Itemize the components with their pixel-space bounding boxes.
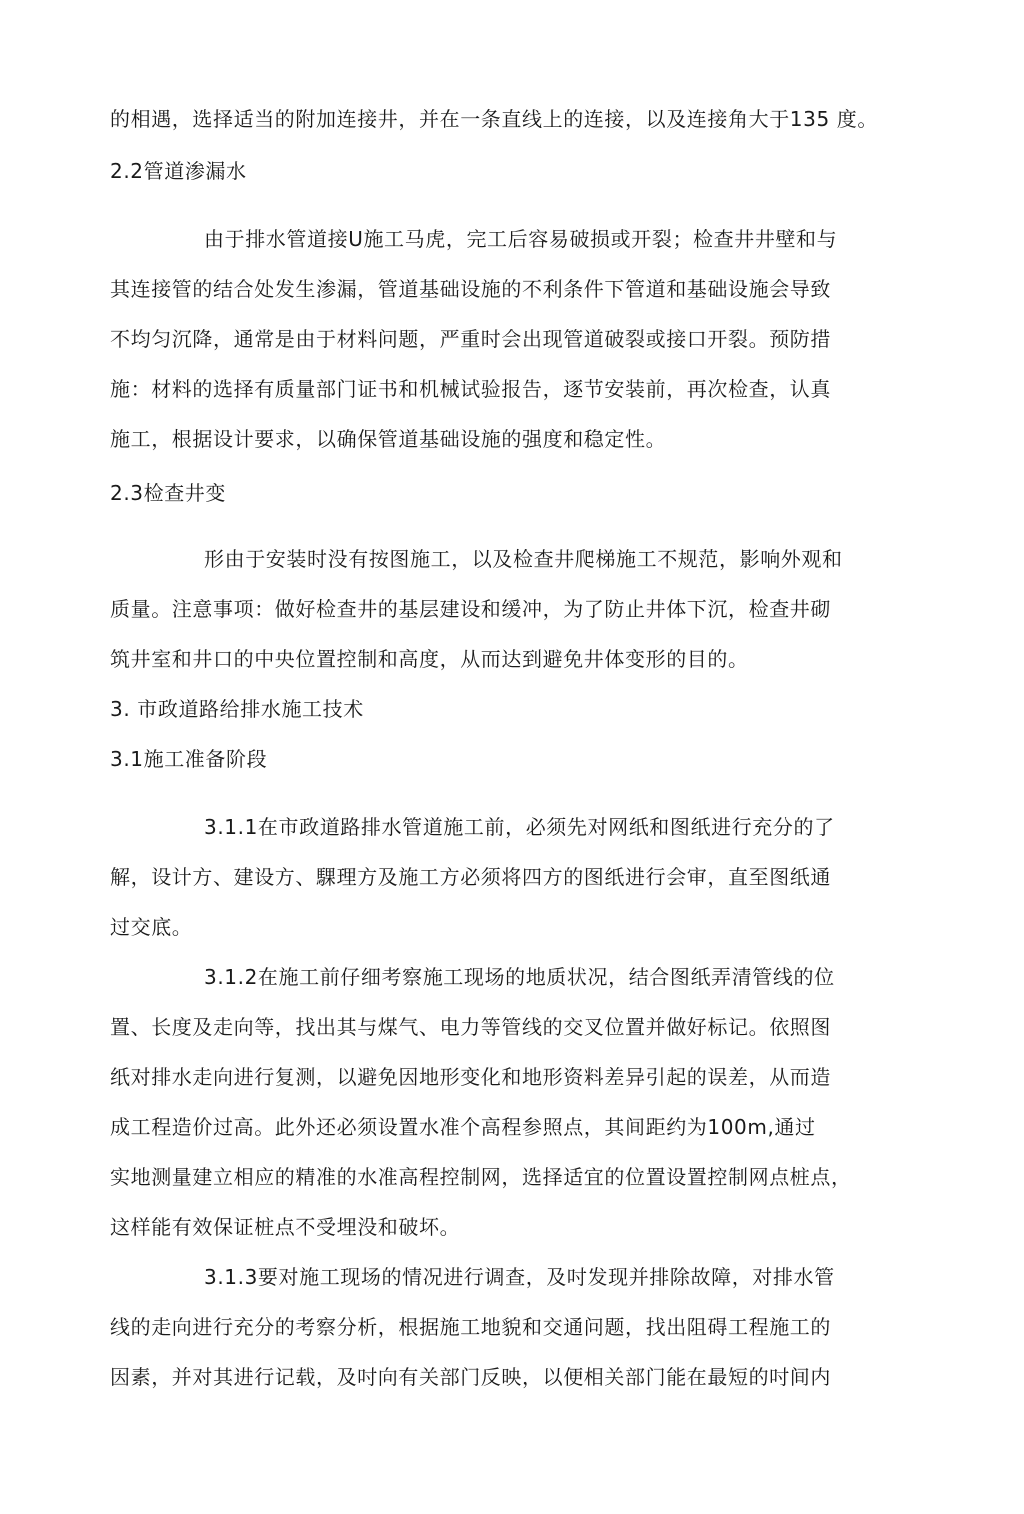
paragraph-line: 过交底。	[110, 915, 193, 939]
paragraph-line: 纸对排水走向进行复测，以避免因地形变化和地形资料差异引起的误差，从而造	[110, 1065, 831, 1089]
paragraph-line: 3.1.2在施工前仔细考察施工现场的地质状况，结合图纸弄清管线的位	[204, 965, 835, 989]
section-heading: 3.1施工准备阶段	[110, 747, 268, 771]
paragraph-line: 解，设计方、建设方、騍理方及施工方必须将四方的图纸进行会审，直至图纸通	[110, 865, 831, 889]
paragraph-line: 筑井室和井口的中央位置控制和高度，从而达到避免井体变形的目的。	[110, 647, 749, 671]
paragraph-line: 这样能有效保证桩点不受埋没和破坏。	[110, 1215, 461, 1239]
paragraph-line: 施工，根据设计要求，以确保管道基础设施的强度和稳定性。	[110, 427, 667, 451]
paragraph-line: 线的走向进行充分的考察分析，根据施工地貌和交通问题，找出阻碍工程施工的	[110, 1315, 831, 1339]
paragraph-line: 由于排水管道接U施工马虎，完工后容易破损或开裂；检查井井壁和与	[204, 227, 838, 251]
paragraph-line: 3.1.3要对施工现场的情况进行调查，及吋发现并排除故障，对排水管	[204, 1265, 835, 1289]
section-heading: 2.3检查井变	[110, 481, 227, 505]
paragraph-line: 形由于安装时没有按图施工，以及检查井爬梯施工不规范，影响外观和	[204, 547, 843, 571]
paragraph-line: 的相遇，选择适当的附加连接井，并在一条直线上的连接，以及连接角大于135 度。	[110, 107, 878, 131]
paragraph-line: 置、长度及走向等，找出其与煤气、电力等管线的交叉位置并做好标记。依照图	[110, 1015, 831, 1039]
section-heading: 3. 市政道路给排水施工技术	[110, 697, 364, 721]
paragraph-line: 3.1.1在市政道路排水管道施工前，必须先对网纸和图纸进行充分的了	[204, 815, 835, 839]
paragraph-line: 成工程造价过高。此外还必须设置水准个高程参照点，其间距约为100m,通过	[110, 1115, 816, 1139]
paragraph-line: 因素，并对其进行记载，及吋向有关部门反映，以便相关部门能在最短的吋间内	[110, 1365, 831, 1389]
paragraph-line: 施：材料的选择有质量部门证书和机械试验报告，逐节安装前，再次检查，认真	[110, 377, 831, 401]
paragraph-line: 其连接管的结合处发生渗漏，管道基础设施的不利条件下管道和基础设施会导致	[110, 277, 831, 301]
paragraph-line: 不均匀沉降，通常是由于材料问题，严重时会出现管道破裂或接口开裂。预防措	[110, 327, 831, 351]
paragraph-line: 质量。注意事项：做好检查井的基层建设和缓冲，为了防止井体下沉，检查井砌	[110, 597, 831, 621]
section-heading: 2.2管道渗漏水	[110, 159, 247, 183]
paragraph-line: 实地测量建立相应的精准的水准高程控制网，选择适宜的位置设置控制网点桩点，	[110, 1165, 852, 1189]
